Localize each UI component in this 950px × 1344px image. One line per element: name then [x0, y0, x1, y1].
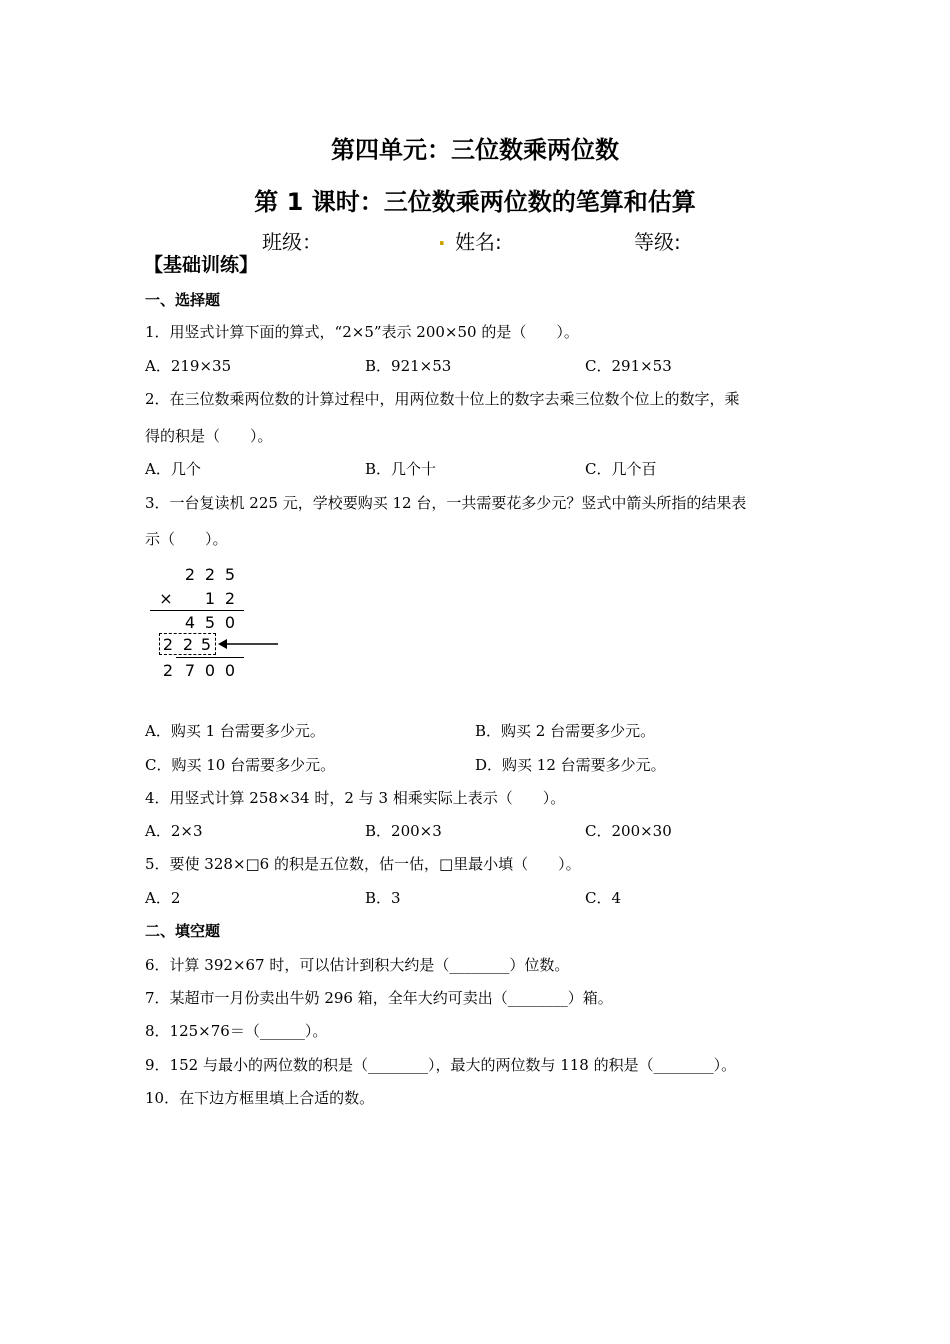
rule-line — [176, 657, 244, 658]
question-4: 4．用竖式计算 258×34 时，2 与 3 相乘实际上表示（ ）。 — [145, 789, 566, 807]
question-8: 8．125×76＝（______）。 — [145, 1022, 328, 1040]
question-5: 5．要使 328×□6 的积是五位数，估一估，□里最小填（ ）。 — [145, 855, 581, 873]
section-basic-training: 【基础训练】 — [144, 254, 259, 276]
question-2-line2: 得的积是（ ）。 — [145, 427, 273, 445]
question-7: 7．某超市一月份卖出牛奶 296 箱，全年大约可卖出（________）箱。 — [145, 989, 613, 1007]
question-1: 1．用竖式计算下面的算式，“2×5”表示 200×50 的是（ ）。 — [145, 323, 579, 341]
question-3-line2: 示（ ）。 — [145, 530, 228, 548]
q3-option-b[interactable]: B．购买 2 台需要多少元。 — [475, 722, 656, 740]
digit: 0 — [204, 661, 216, 680]
q2-option-a[interactable]: A．几个 — [145, 460, 201, 478]
digit: 2 — [184, 565, 196, 584]
digit: 0 — [224, 613, 236, 632]
part2-title: 二、填空题 — [145, 922, 221, 940]
question-9: 9．152 与最小的两位数的积是（________），最大的两位数与 118 的积是（________）。 — [145, 1056, 737, 1074]
question-3-line1: 3．一台复读机 225 元，学校要购买 12 台，一共需要花多少元？竖式中箭头所指的结果表 — [145, 494, 747, 512]
question-10: 10．在下边方框里填上合适的数。 — [145, 1089, 375, 1107]
q1-option-b[interactable]: B．921×53 — [365, 357, 452, 375]
q1-option-a[interactable]: A．219×35 — [145, 357, 232, 375]
name-label: 姓名: — [455, 230, 502, 254]
grade-label: 等级: — [634, 230, 681, 254]
q4-option-c[interactable]: C．200×30 — [585, 822, 672, 840]
digit: 5 — [204, 613, 216, 632]
times-sign: × — [159, 589, 173, 608]
question-6: 6．计算 392×67 时，可以估计到积大约是（________）位数。 — [145, 956, 570, 974]
digit: 7 — [184, 661, 196, 680]
q1-option-c[interactable]: C．291×53 — [585, 357, 672, 375]
q5-option-b[interactable]: B．3 — [365, 889, 401, 907]
left-arrow-icon — [218, 637, 280, 651]
class-label: 班级： — [262, 230, 322, 254]
q4-option-b[interactable]: B．200×3 — [365, 822, 442, 840]
question-2-line1: 2．在三位数乘两位数的计算过程中，用两位数十位上的数字去乘三位数个位上的数字，乘 — [145, 390, 740, 408]
q2-option-b[interactable]: B．几个十 — [365, 460, 437, 478]
rule-line — [150, 610, 244, 611]
lesson-subtitle: 第 1 课时：三位数乘两位数的笔算和估算 — [254, 188, 696, 216]
digit: 4 — [184, 613, 196, 632]
digit: 0 — [224, 661, 236, 680]
q2-option-c[interactable]: C．几个百 — [585, 460, 657, 478]
q4-option-a[interactable]: A．2×3 — [145, 822, 203, 840]
digit: 5 — [200, 635, 212, 654]
dot-mark: . — [438, 226, 446, 250]
digit: 2 — [204, 565, 216, 584]
digit: 2 — [162, 661, 174, 680]
worksheet-title: 第四单元：三位数乘两位数 — [331, 136, 619, 164]
q5-option-c[interactable]: C．4 — [585, 889, 622, 907]
q3-option-d[interactable]: D．购买 12 台需要多少元。 — [475, 756, 666, 774]
q3-option-a[interactable]: A．购买 1 台需要多少元。 — [145, 722, 325, 740]
q3-option-c[interactable]: C．购买 10 台需要多少元。 — [145, 756, 336, 774]
digit: 2 — [182, 635, 194, 654]
vertical-multiplication — [150, 562, 290, 692]
q5-option-a[interactable]: A．2 — [145, 889, 181, 907]
part1-title: 一、选择题 — [145, 291, 221, 309]
digit: 5 — [224, 565, 236, 584]
digit: 2 — [224, 589, 236, 608]
digit: 1 — [204, 589, 216, 608]
digit: 2 — [162, 635, 174, 654]
